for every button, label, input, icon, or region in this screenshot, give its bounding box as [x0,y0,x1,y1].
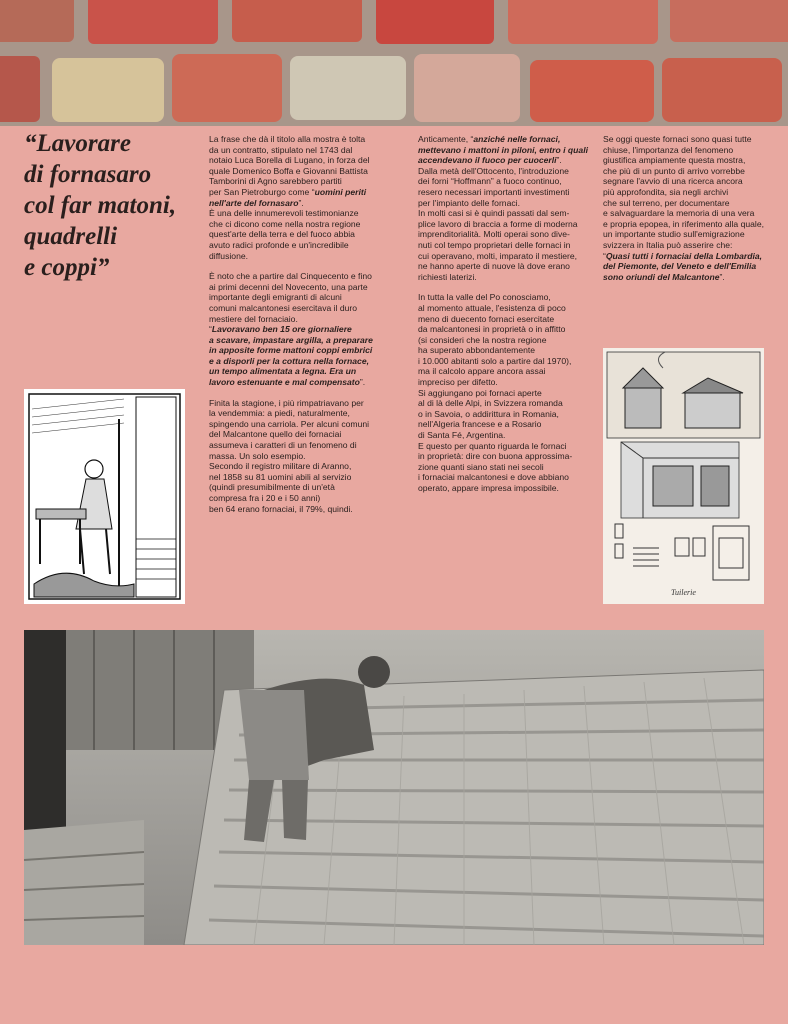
brick-wall-banner [0,0,788,126]
quoted-text: Quasi tutti i fornaciai della Lombardia, del Piemonte, del Veneto e dell'Emilia sono oriundi del Malcantone [603,250,763,282]
paragraph-text: ”. [719,271,725,282]
tuilerie-plate-image [603,348,764,604]
paragraph [418,134,590,282]
paragraph [209,271,381,388]
paragraph-text: È noto che a partire dal Cinquecento e fino ai primi decenni del Novecento, una parte importante degli emigranti di alcuni comuni malcantonesi esercitava il duro mestiere del fornaciaio. “ [209,271,372,335]
plate-caption: Tuilerie [671,588,696,597]
paragraph-text: Finita la stagione, i più rimpatriavano per la vendemmia: a piedi, naturalmente, spingendo una carriola. Per alcuni comuni del Malcantone quello dei fornaciai assumeva i caratteri di un fenomeno di massa. Un solo esempio. Secondo il registro militare di Aranno, nel 1858 su 81 uomini abili al servizio (quindi presumibilmente di un'età compresa fra i 20 e i 50 anni) ben 64 erano fornaciai, il 79%, quindi. [209,397,370,514]
quoted-text: anziché nelle fornaci, mettevano i mattoni in piloni, entro i quali accendevano il fuoco per cuocerli [418,134,588,166]
paragraph [418,292,590,493]
paragraph-text: ”. Dalla metà dell'Ottocento, l'introduzione dei forni “Hoffmann” a fuoco continuo, resero necessari importanti investimenti per l'impianto delle fornaci. In molti casi si è quindi passati dal sem- plice lavoro di braccia a forme di moderna imprenditorialità. Molti operai sono dive- nuti col tempo proprietari delle fornaci in cui operavano, molti, imparato il mestiere, ne hanno aperte di nuove là dove erano richiesti laterizi. [418,155,578,282]
text-column-2 [418,134,590,504]
paragraph [603,134,773,282]
paragraph-text: ”. È una delle innumerevoli testimonianze che ci dicono come nella nostra regione quest'arte della terra e del fuoco abbia avuto radici profonde e un'incredibile diffusione. [209,197,361,261]
paragraph-text: La frase che dà il titolo alla mostra è tolta da un contratto, stipulato nel 1743 dal notaio Luca Borella di Lugano, in forza del quale Domenico Boffa e Giovanni Battista Tamborini di Agno sarebbero partiti per San Pietroburgo come “ [209,134,370,197]
quoted-text: Lavoravano ben 15 ore giornaliere a scavare, impastare argilla, a preparare in apposite forme mattoni coppi embrici e a disporli per la cottura nella fornace, un tempo alimentata a legna. Era un lavoro estenuante e mal compensato [209,324,373,388]
paragraph-text: ”. [359,377,366,388]
paragraph-text: Se oggi queste fornaci sono quasi tutte chiuse, l'importanza del fenomeno giustifica ampiamente questa mostra, che più di un punto di arrivo vorrebbe segnare l'avvio di una ricerca ancora più approfondita, sia negli archivi che sul terreno, per documentare e salvaguardare la memoria di una vera e propria epopea, in riferimento alla quale, un importante studio sull'emigrazione svizzera in Italia può asserire che: “ [603,134,764,261]
roof-tiles-drying-photo [24,630,764,945]
page-title: “Lavorare di fornasaro col far matoni, quadrelli e coppi” [24,130,177,281]
brickmaker-woodcut-image [24,389,185,604]
paragraph [209,398,381,515]
paragraph-text: Anticamente, “ [418,134,474,144]
paragraph-text: In tutta la valle del Po conosciamo, al momento attuale, l'esistenza di poco meno di duecento fornaci esercitate da malcantonesi in proprietà o in affitto (si consideri che la nostra regione ha superato abbondantemente i 10.000 abitanti solo a partire dal 1970), ma il calcolo appare ancora assai impreciso per difetto. Si aggiungano poi fornaci aperte al di là delle Alpi, in Svizzera romanda o in Savoia, o addirittura in Romania, nell'Algeria francese e a Rosario di Santa Fé, Argentina. E questo per quanto riguarda le fornaci in proprietà: dire con buona approssima- zione quanti siano stati nei secoli i fornaciai malcantonesi e dove abbiano operato, appare impresa impossibile. [418,292,573,493]
text-column-3 [603,134,773,292]
text-column-1 [209,134,381,524]
quoted-text: uomini periti nell'arte del fornasaro [209,186,367,208]
paragraph [209,134,381,261]
